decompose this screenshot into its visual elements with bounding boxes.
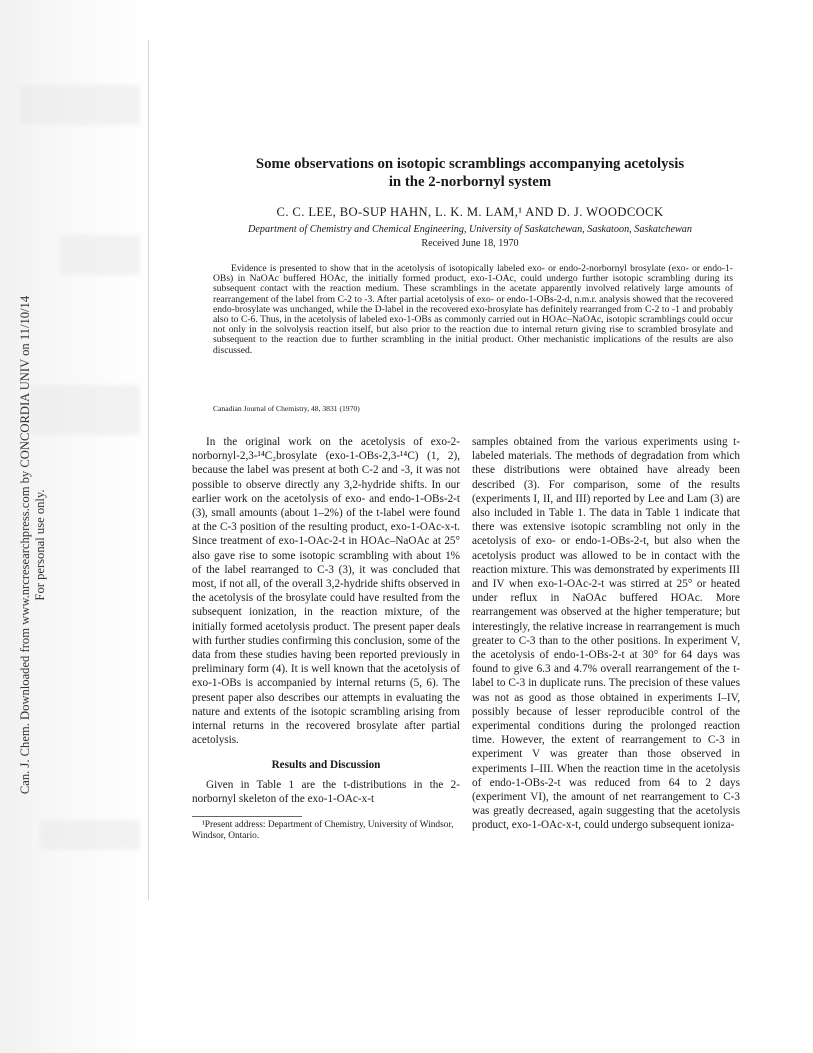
journal-citation: Canadian Journal of Chemistry, 48, 3831 (1970) (213, 404, 360, 413)
results-paragraph: Given in Table 1 are the t-distributions in the 2-norbornyl skeleton of the exo-1-OAc-x-t (192, 778, 460, 805)
footnote-divider (192, 816, 302, 817)
scan-smudge (20, 85, 140, 125)
download-watermark (18, 195, 48, 895)
discussion-paragraph: samples obtained from the various experiments using t-labeled materials. The methods of degradation from which these distributions were obtained have already been described (3). For comparison, some of the results (experiments I, II, and III) reported by Lee and Lam (3) are also included in Table 1. The data in Table 1 indicate that there was extensive isotopic scrambling not only in the acetolysis of exo- or endo-1-OBs-2-t, but also when the acetolysis product was allowed to be in contact with the reaction mixture. This was demonstrated by experiments III and IV when exo-1-OAc-2-t was stirred at 25° or heated under reflux in NaOAc buffered HOAc. More rearrangement was observed at the higher temperature; but interestingly, the relative increase in rearrangement is much greater to C-3 than to the other positions. In experiment V, the acetolysis of endo-1-OBs-2-t at 30° for 64 days was found to give 6.3 and 4.7% overall rearrangement of the t-label to C-3 in duplicate runs. The precision of these values was not as good as those obtained in experiments I–IV, possibly because of lesser reproducible control of the experimental conditions during the prolonged reaction time. However, the extent of rearrangement to C-3 in experiment V was greater than those observed in experiments I–III. When the reaction time in the acetolysis of endo-1-OBs-2-t was reduced from 64 to 2 days (experiment VI), the amount of net rearrangement to C-3 was greatly decreased, again suggesting that the acetolysis product, exo-1-OAc-x-t, could undergo subsequent ioniza- (472, 436, 740, 832)
author-list: C. C. LEE, BO-SUP HAHN, L. K. M. LAM,¹ AND D. J. WOODCOCK (276, 205, 664, 219)
affiliation: Department of Chemistry and Chemical Engineering, University of Saskatchewan, Saskatoon, Saskatchewan (248, 224, 692, 235)
title-line-2: in the 2-norbornyl system (388, 174, 552, 190)
watermark-line-1: Can. J. Chem. Downloaded from www.nrcresearchpress.com by CONCORDIA UNIV on 11/10/14 (18, 295, 32, 795)
scan-smudge (60, 235, 140, 275)
watermark-line-2: For personal use only. (33, 489, 47, 601)
title-line-1: Some observations on isotopic scramblings accompanying acetolysis (255, 156, 685, 172)
left-column (192, 435, 460, 842)
intro-paragraph: In the original work on the acetolysis of exo-2-norbornyl-2,3-¹⁴C₂brosylate (exo-1-OBs-2,3-¹⁴C) (1, 2), because the label was present at both C-2 and -3, it was not possible to observe directly any 3,2-hydride shifts. In our earlier work on the acetolysis of exo- and endo-1-OBs-2-t (3), small amounts (about 1–2%) of the t-label were found at the C-3 position of the resulting product, exo-1-OAc-x-t. Since treatment of exo-1-OAc-2-t in HOAc–NaOAc at 25° also gave rise to some isotopic scrambling with about 1% of the label rearranged to C-3 (3), it was concluded that most, if not all, of the overall 3,2-hydride shifts observed in the acetolysis of the brosylate could have resulted from the subsequent ionization, in the reaction mixture, of the initially formed acetolysis product. The present paper deals with further studies confirming this conclusion, some of the data from these studies having been reported previously in preliminary form (4). It is well known that the acetolysis of exo-1-OBs is accompanied by internal returns (5, 6). The present paper also describes our attempts in evaluating the nature and extents of the isotopic scrambling arising from internal returns in the recovered brosylate after partial acetolysis. (192, 436, 460, 747)
scan-smudge (40, 820, 140, 850)
footnote: ¹Present address: Department of Chemistry, University of Windsor, Windsor, Ontario. (192, 820, 454, 842)
right-column (472, 435, 740, 833)
gutter-line (148, 40, 149, 900)
section-heading: Results and Discussion (271, 759, 381, 772)
paper-title (200, 155, 740, 191)
abstract: Evidence is presented to show that in the acetolysis of isotopically labeled exo- or endo-2-norbornyl brosylate (exo- or endo-1-OBs) in NaOAc buffered HOAc, the initially formed product, exo-1-OAc, could undergo further isotopic scrambling during its subsequent contact with the reaction medium. These scramblings in the acetate apparently involved relatively large amounts of rearrangement of the label from C-2 to -3. After partial acetolysis of exo- or endo-1-OBs-2-d, n.m.r. analysis showed that the recovered endo-brosylate was unchanged, while the D-label in the recovered exo-brosylate has definitely rearranged from C-2 to -1 and probably also to C-6. Thus, in the acetolysis of labeled exo-1-OBs as commonly carried out in HOAc–NaOAc, isotopic scramblings could occur not only in the solvolysis reaction itself, but also prior to the reaction due to internal return giving rise to scrambled brosylate and subsequent to the reaction due to further scrambling in the initial product. Other mechanistic implications of the results are also discussed. (213, 263, 733, 356)
received-date: Received June 18, 1970 (421, 238, 519, 249)
